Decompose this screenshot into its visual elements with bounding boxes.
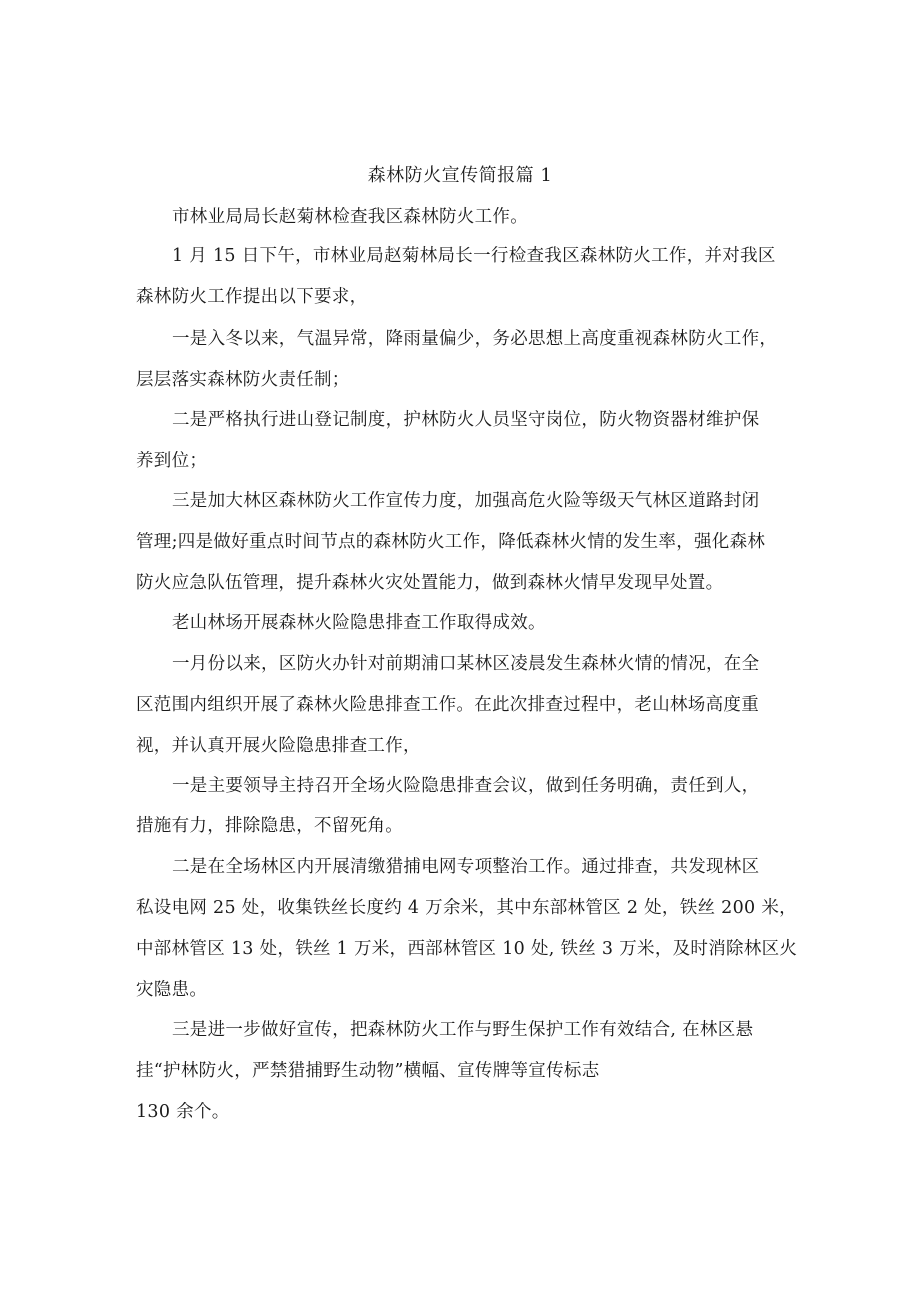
paragraph-line: 一是主要领导主持召开全场火险隐患排查会议，做到任务明确，责任到人， — [172, 776, 760, 796]
document-title: 森林防火宣传简报篇 1 — [367, 165, 553, 186]
paragraph-line: 三是加大林区森林防火工作宣传力度，加强高危火险等级天气林区道路封闭 — [172, 491, 760, 511]
paragraph-line: 防火应急队伍管理，提升森林火灾处置能力，做到森林火情早发现早处置。 — [136, 573, 724, 593]
paragraph-line: 老山林场开展森林火险隐患排查工作取得成效。 — [172, 613, 546, 633]
paragraph-line: 层层落实森林防火责任制； — [136, 370, 350, 390]
paragraph-line: 私设电网 25 处，收集铁丝长度约 4 万余米，其中东部林管区 2 处，铁丝 200 米， — [136, 898, 797, 918]
paragraph-line: 森林防火工作提出以下要求， — [136, 287, 368, 307]
paragraph-line: 养到位； — [136, 451, 208, 471]
paragraph-line: 一是入冬以来，气温异常，降雨量偏少，务必思想上高度重视森林防火工作， — [172, 329, 778, 349]
paragraph-line: 区范围内组织开展了森林火险患排查工作。在此次排查过程中，老山林场高度重 — [136, 695, 759, 715]
paragraph-line: 市林业局局长赵菊林检查我区森林防火工作。 — [172, 207, 528, 227]
paragraph-line: 挂“护林防火，严禁猎捕野生动物”横幅、宣传牌等宣传标志 — [136, 1061, 600, 1081]
paragraph-line: 一月份以来，区防火办针对前期浦口某林区凌晨发生森林火情的情况，在全 — [172, 654, 760, 674]
paragraph-line: 二是在全场林区内开展清缴猎捕电网专项整治工作。通过排查，共发现林区 — [172, 857, 760, 877]
paragraph-line: 二是严格执行进山登记制度，护林防火人员坚守岗位，防火物资器材维护保 — [172, 410, 760, 430]
paragraph-line: 130 余个。 — [136, 1102, 230, 1122]
paragraph-line: 1 月 15 日下午，市林业局赵菊林局长一行检查我区森林防火工作，并对我区 — [172, 246, 776, 266]
paragraph-line: 灾隐患。 — [136, 980, 208, 1000]
paragraph-line: 中部林管区 13 处，铁丝 1 万米，西部林管区 10 处, 铁丝 3 万米，及时消除林区火 — [136, 939, 798, 959]
paragraph-line: 管理;四是做好重点时间节点的森林防火工作，降低森林火情的发生率，强化森林 — [136, 532, 766, 552]
paragraph-line: 三是进一步做好宣传，把森林防火工作与野生保护工作有效结合, 在林区悬 — [172, 1020, 754, 1040]
paragraph-line: 措施有力，排除隐患，不留死角。 — [136, 816, 403, 836]
paragraph-line: 视，并认真开展火险隐患排查工作， — [136, 736, 421, 756]
